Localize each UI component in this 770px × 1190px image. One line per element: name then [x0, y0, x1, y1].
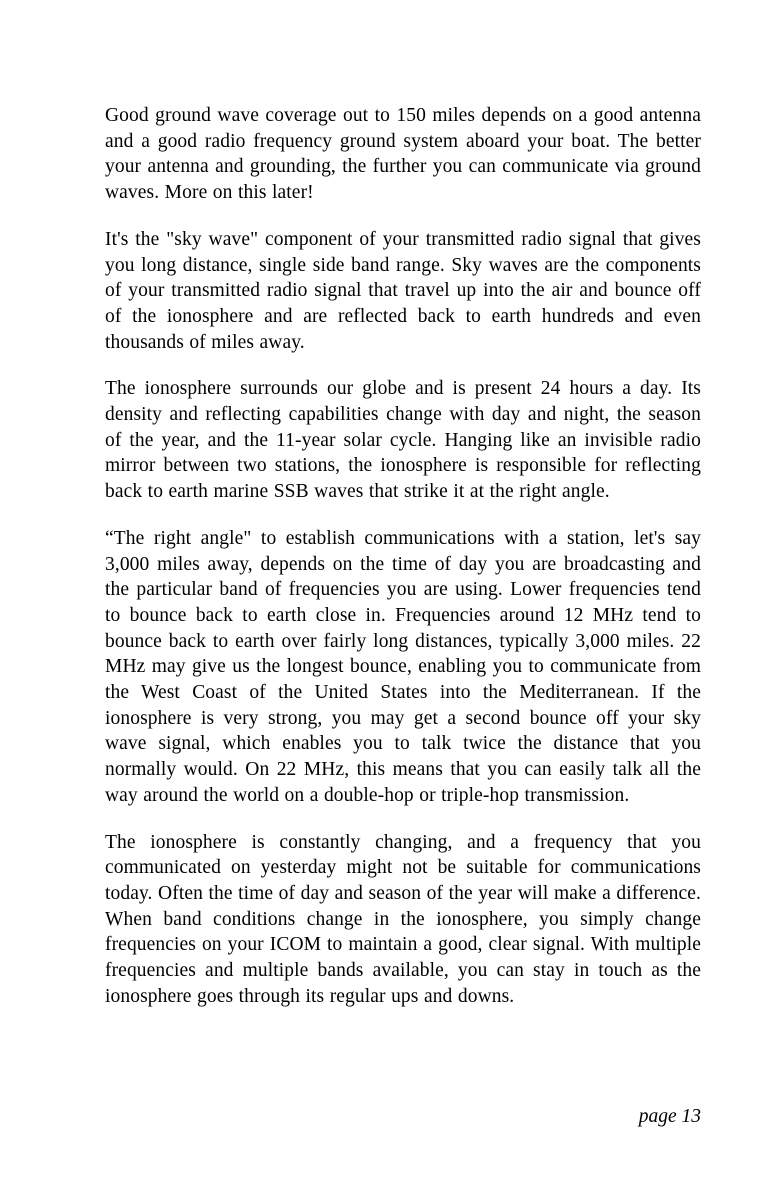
- paragraph-right-angle: “The right angle" to establish communications with a station, let's say 3,000 miles away, depends on the time of day you are broadcasting and the particular band of frequencies you are using. Lower frequencies tend to bounce back to earth close in. Frequencies around 12 MHz tend to bounce back to earth over fairly long distances, typically 3,000 miles. 22 MHz may give us the longest bounce, enabling you to communicate from the West Coast of the United States into the Mediterranean. If the ionosphere is very strong, you may get a second bounce off your sky wave signal, which enables you to talk twice the distance that you normally would. On 22 MHz, this means that you can easily talk all the way around the world on a double-hop or triple-hop transmission.: [105, 527, 701, 806]
- paragraph-changing-ionosphere: The ionosphere is constantly changing, and a frequency that you communicated on yesterday might not be suitable for communications today. Often the time of day and season of the year will make a difference. When band conditions change in the ionosphere, you simply change frequencies on your ICOM to maintain a good, clear signal. With multiple frequencies and multiple bands available, you can stay in touch as the ionosphere goes through its regular ups and downs.: [105, 831, 701, 1007]
- paragraph-ground-wave: Good ground wave coverage out to 150 miles depends on a good antenna and a good radio frequency ground system aboard your boat. The better your antenna and grounding, the further you can communicate via ground waves. More on this later!: [105, 105, 701, 204]
- paragraph-sky-wave: It's the "sky wave" component of your transmitted radio signal that gives you long distance, single side band range. Sky waves are the components of your transmitted radio signal that travel up into the air and bounce off of the ionosphere and are reflected back to earth hundreds and even thousands of miles away.: [105, 228, 701, 353]
- page-number: page 13: [638, 1106, 701, 1127]
- paragraph-ionosphere: The ionosphere surrounds our globe and is present 24 hours a day. Its density and reflecting capabilities change with day and night, the season of the year, and the 11-year solar cycle. Hanging like an invisible radio mirror between two stations, the ionosphere is responsible for reflecting back to earth marine SSB waves that strike it at the right angle.: [105, 378, 701, 503]
- page-content: [105, 103, 701, 1031]
